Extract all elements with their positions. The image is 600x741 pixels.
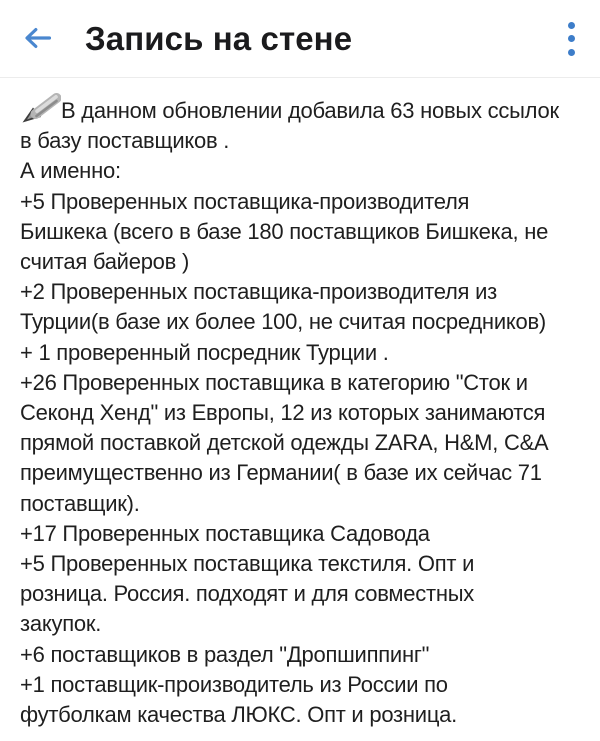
post-line: Турции(в базе их более 100, не считая посредников) [20, 309, 546, 335]
kebab-dot [568, 49, 575, 56]
post-line-text: В данном обновлении добавила 63 новых ссылок [61, 98, 559, 123]
arrow-left-icon [24, 27, 51, 52]
post-line: +5 Проверенных поставщика текстиля. Опт и [20, 551, 475, 577]
kebab-menu-button[interactable] [542, 9, 600, 69]
post-line: считая байеров ) [20, 249, 190, 275]
post-line: +17 Проверенных поставщика Садовода [20, 520, 430, 546]
post-line: + 1 проверенный посредник Турции . [20, 339, 389, 365]
post-line: +6 поставщиков в раздел "Дропшиппинг" [20, 641, 430, 667]
kebab-dot [568, 35, 575, 42]
post-line: футболкам качества ЛЮКС. Опт и розница. [20, 702, 458, 728]
back-button[interactable] [22, 24, 52, 54]
page-title: Запись на стене [85, 19, 353, 57]
post-line: +26 Проверенных поставщика в категорию "Сток и [20, 369, 528, 395]
post-line [20, 93, 580, 126]
post-line: +5 Проверенных поставщика-производителя [20, 188, 470, 214]
post-line: поставщик). [20, 490, 140, 516]
post-line: преимущественно из Германии( в базе их сейчас 71 [20, 460, 542, 486]
post-line: закупок. [20, 611, 102, 637]
post-line: прямой поставкой детской одежды ZARA, H&M, C&A [20, 430, 549, 456]
post-line: Секонд Хенд" из Европы, 12 из которых занимаются [20, 400, 546, 426]
kebab-dot [568, 22, 575, 29]
app-bar [0, 0, 600, 78]
post-line: +1 поставщик-производитель из России по [20, 671, 448, 697]
post-line: в базу поставщиков . [20, 128, 230, 154]
pen-icon [20, 93, 61, 123]
post-line: А именно: [20, 158, 121, 184]
post-line: розница. Россия. подходят и для совместных [20, 581, 475, 607]
post-line: +2 Проверенных поставщика-производителя из [20, 279, 497, 305]
post-body [0, 78, 600, 730]
post-line: Бишкека (всего в базе 180 поставщиков Бишкека, не [20, 218, 549, 244]
